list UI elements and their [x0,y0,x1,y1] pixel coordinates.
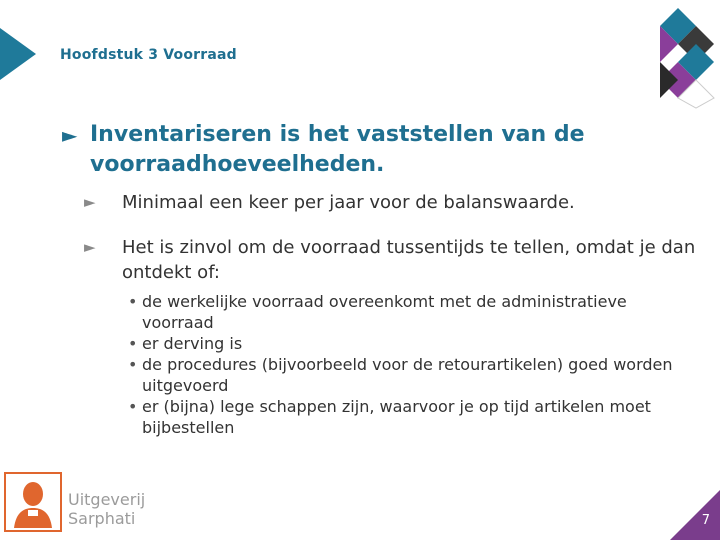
main-bullet [62,120,702,180]
sub-bullet-text: Het is zinvol om de voorraad tussentijds te tellen, omdat je dan ontdekt of: [122,237,696,283]
publisher-name [68,490,145,528]
decorative-diamond-icons [658,6,716,110]
brand-line-2: Sarphati [68,509,136,528]
dot-bullet-icon: • [128,397,138,416]
dot-bullet-icon: • [128,334,138,353]
page-number-triangle [670,490,720,540]
list-item-text: de werkelijke voorraad overeenkomt met de administratieve voorraad [142,292,627,332]
list-item-text: de procedures (bijvoorbeeld voor de retourartikelen) goed worden uitgevoerd [142,355,673,395]
slide-content [62,120,702,438]
publisher-logo [4,472,62,532]
corner-accent-triangle [0,28,36,80]
brand-line-1: Uitgeverij [68,490,146,509]
arrow-bullet-icon: ► [84,238,96,256]
sub-bullet [84,190,702,215]
arrow-bullet-icon: ► [62,123,78,147]
list-item [128,333,702,354]
arrow-bullet-icon: ► [84,193,96,211]
dot-bullet-icon: • [128,355,138,374]
list-item-text: er (bijna) lege schappen zijn, waarvoor je op tijd artikelen moet bijbestellen [142,397,651,437]
sub-bullet [84,235,702,285]
main-bullet-text: Inventariseren is het vaststellen van de voorraadhoeveelheden. [90,122,585,177]
chapter-title: Hoofdstuk 3 Voorraad [60,47,237,63]
list-item [128,354,702,396]
sub-bullet-text: Minimaal een keer per jaar voor de balanswaarde. [122,192,575,213]
page-number: 7 [701,513,710,528]
list-item-text: er derving is [142,334,243,353]
list-item [128,396,702,438]
list-item [128,291,702,333]
portrait-icon [6,474,60,530]
dot-bullet-icon: • [128,292,138,311]
